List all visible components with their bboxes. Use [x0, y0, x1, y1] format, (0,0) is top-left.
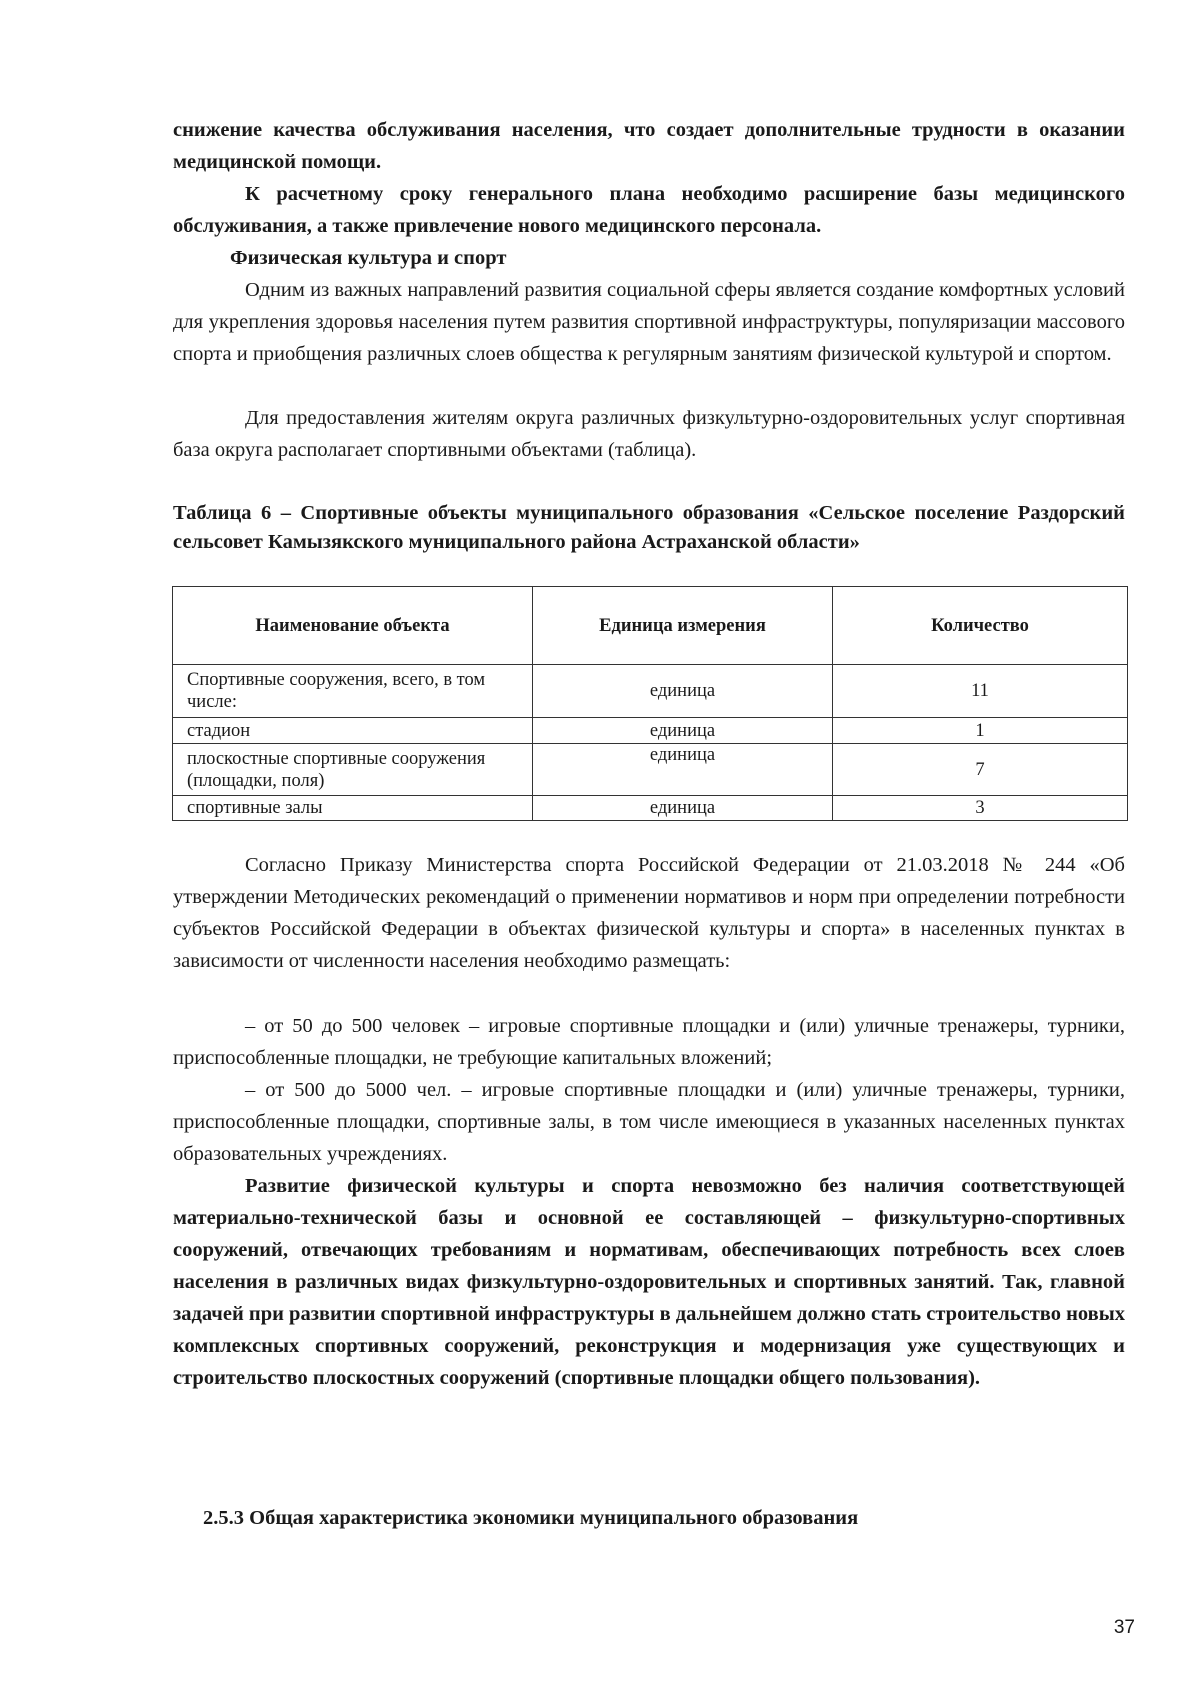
sport-objects-table	[172, 586, 1128, 821]
table-caption: Таблица 6 – Спортивные объекты муниципального образования «Сельское поселение Раздорский сельсовет Камызякского муниципального района Астраханской области»	[173, 502, 1125, 553]
paragraph-sport-base: Для предоставления жителям округа различных физкультурно-оздоровительных услуг спортивная база округа располагает спортивными объектами (таблица).	[173, 407, 1125, 461]
cell-object-name: Спортивные сооружения, всего, в том числе:	[173, 665, 533, 718]
cell-object-name: плоскостные спортивные сооружения (площадки, поля)	[173, 744, 533, 796]
header-unit: Единица измерения	[533, 587, 833, 665]
paragraph-ministry-order: Согласно Приказу Министерства спорта Российской Федерации от 21.03.2018 № 244 «Об утверждении Методических рекомендаций о применении нормативов и норм при определении потребности субъектов Российской Федерации в объектах физической культуры и спорта» в населенных пунктах в зависимости от численности населения необходимо размещать:	[173, 854, 1125, 972]
table-row	[173, 665, 1128, 718]
cell-quantity: 3	[833, 796, 1128, 821]
section-heading-economy: 2.5.3 Общая характеристика экономики муниципального образования	[203, 1507, 859, 1529]
page-number: 37	[1113, 1617, 1135, 1638]
cell-quantity: 7	[833, 744, 1128, 796]
list-item-50-500: – от 50 до 500 человек – игровые спортивные площадки и (или) уличные тренажеры, турники, приспособленные площадки, не требующие капитальных вложений;	[173, 1015, 1125, 1069]
cell-unit: единица	[533, 665, 833, 718]
paragraph-sport-intro: Одним из важных направлений развития социальной сферы является создание комфортных условий для укрепления здоровья населения путем развития спортивной инфраструктуры, популяризации массового спорта и приобщения различных слоев общества к регулярным занятиям физической культурой и спортом.	[173, 279, 1125, 365]
cell-quantity: 11	[833, 665, 1128, 718]
table-row	[173, 718, 1128, 744]
cell-unit: единица	[533, 796, 833, 821]
cell-quantity: 1	[833, 718, 1128, 744]
paragraph-healthcare-expansion: К расчетному сроку генерального плана необходимо расширение базы медицинского обслуживания, а также привлечение нового медицинского персонала.	[173, 183, 1125, 237]
paragraph-sport-development: Развитие физической культуры и спорта невозможно без наличия соответствующей материально-технической базы и основной ее составляющей – физкультурно-спортивных сооружений, отвечающих требованиям и нормативам, обеспечивающих потребность всех слоев населения в различных видах физкультурно-оздоровительных и спортивных занятий. Так, главной задачей при развитии спортивной инфраструктуры в дальнейшем должно стать строительство новых комплексных спортивных сооружений, реконструкция и модернизация уже существующих и строительство плоскостных сооружений (спортивные площадки общего пользования).	[173, 1175, 1125, 1389]
table-row	[173, 744, 1128, 796]
list-item-500-5000: – от 500 до 5000 чел. – игровые спортивные площадки и (или) уличные тренажеры, турники, приспособленные площадки, спортивные залы, в том числе имеющиеся в указанных населенных пунктах образовательных учреждениях.	[173, 1079, 1125, 1165]
table-header-row	[173, 587, 1128, 665]
header-object-name: Наименование объекта	[173, 587, 533, 665]
table-row	[173, 796, 1128, 821]
cell-object-name: спортивные залы	[173, 796, 533, 821]
header-quantity: Количество	[833, 587, 1128, 665]
cell-unit: единица	[533, 718, 833, 744]
cell-unit: единица	[533, 744, 833, 796]
cell-object-name: стадион	[173, 718, 533, 744]
section-title-sport: Физическая культура и спорт	[230, 247, 507, 269]
paragraph-healthcare-quality: снижение качества обслуживания населения, что создает дополнительные трудности в оказании медицинской помощи.	[173, 119, 1125, 173]
